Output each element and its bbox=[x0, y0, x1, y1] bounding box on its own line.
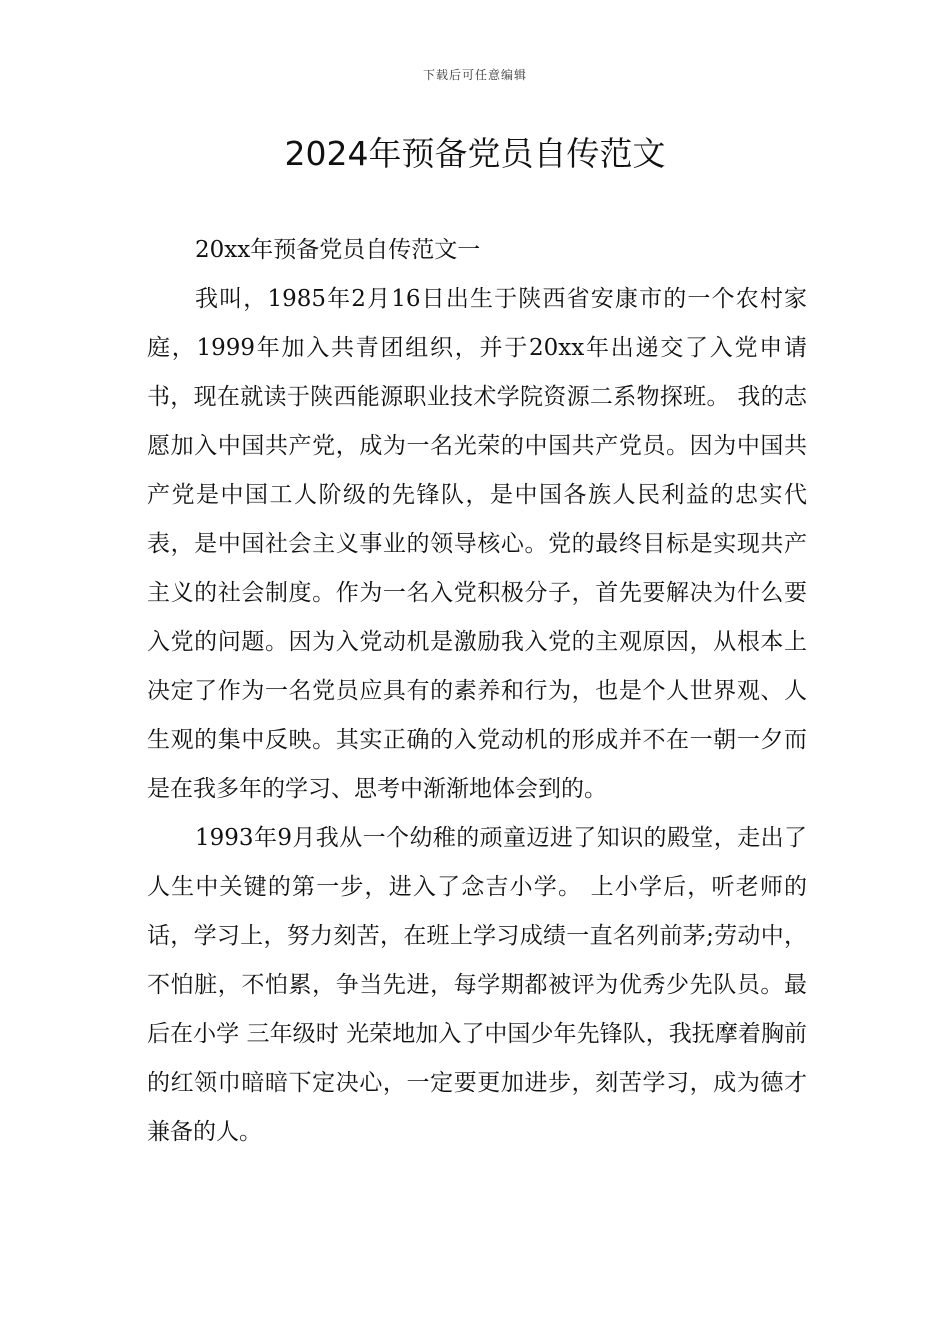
document-title: 2024年预备党员自传范文 bbox=[284, 134, 666, 173]
header-note: 下载后可任意编辑 bbox=[422, 68, 527, 82]
paragraph-primary-school: 1993年9月我从一个幼稚的顽童迈进了知识的殿堂，走出了人生中关键的第一步，进入了念吉小学。 上小学后，听老师的话，学习上，努力刻苦，在班上学习成绩一直名列前茅;劳动中，不怕脏，不怕累，争当先进，每学期都被评为优秀少先队员。最后在小学 三年级时 光荣地加入了中国少年先锋队，我抚摩着胸前的红领巾暗暗下定决心，一定要更加进步，刻苦学习，成为德才兼备的人。 bbox=[147, 825, 807, 1145]
paragraph-introduction: 我叫，1985年2月16日出生于陕西省安康市的一个农村家庭，1999年加入共青团组织，并于20xx年出递交了入党申请书，现在就读于陕西能源职业技术学院资源二系物探班。 我的志愿加入中国共产党，成为一名光荣的中国共产党员。因为中国共产党是中国工人阶级的先锋队，是中国各族人民利益的忠实代表，是中国社会主义事业的领导核心。党的最终目标是实现共产主义的社会制度。作为一名入党积极分子，首先要解决为什么要入党的问题。因为入党动机是激励我入党的主观原因，从根本上决定了作为一名党员应具有的素养和行为，也是个人世界观、人生观的集中反映。其实正确的入党动机的形成并不在一朝一夕而是在我多年的学习、思考中渐渐地体会到的。 bbox=[147, 286, 807, 802]
paragraph-subtitle: 20xx年预备党员自传范文一 bbox=[195, 237, 481, 263]
document-body bbox=[147, 226, 807, 1157]
